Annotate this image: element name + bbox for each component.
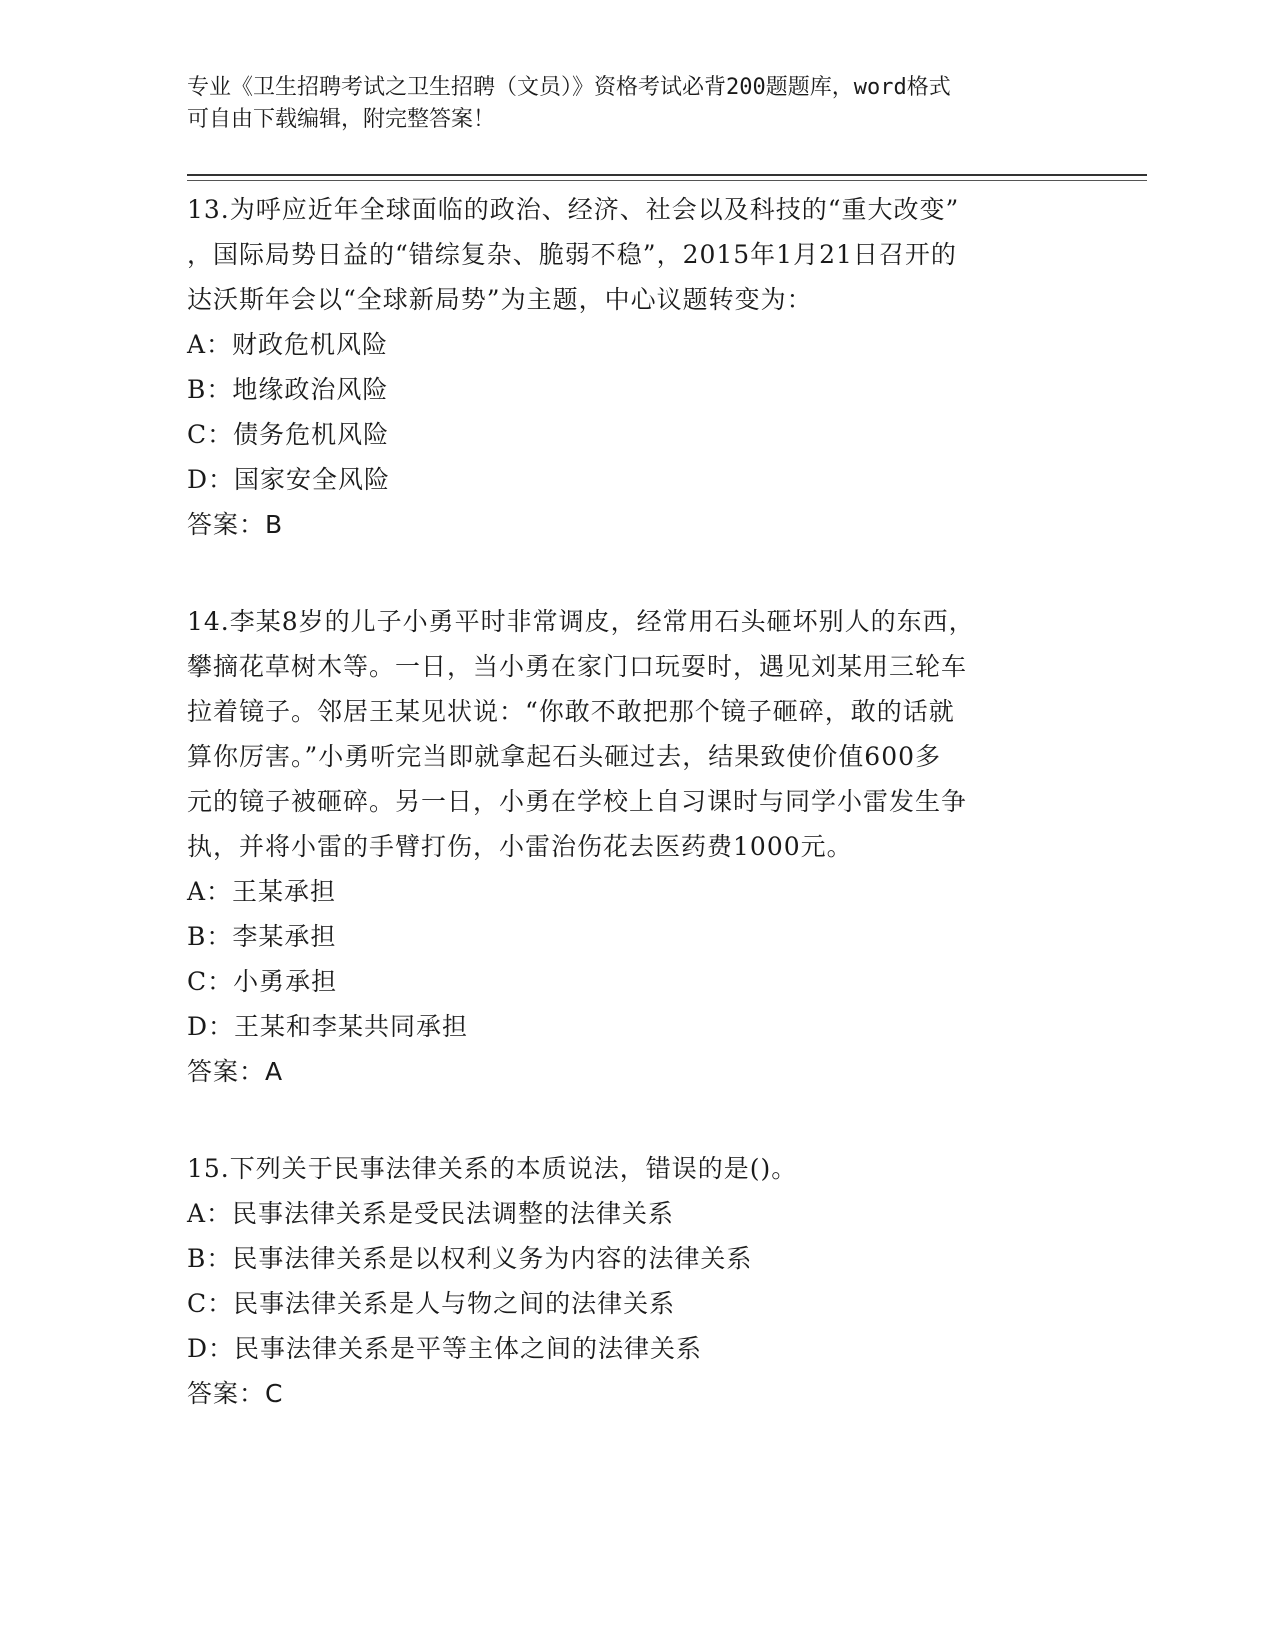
answer-label: 答案：C [187,1379,284,1408]
question-text-line: 攀摘花草树木等。一日，当小勇在家门口玩耍时，遇见刘某用三轮车 [187,652,968,681]
option-d: D：国家安全风险 [187,465,391,494]
option-d: D：民事法律关系是平等主体之间的法律关系 [187,1334,703,1363]
question-text-line: 达沃斯年会以“全球新局势”为主题，中心议题转变为： [187,285,813,314]
option-a: A：民事法律关系是受民法调整的法律关系 [187,1199,675,1228]
question-text-line: 算你厉害。”小勇听完当即就拿起石头砸过去，结果致使价值600多 [187,742,942,771]
document-header [187,72,1087,136]
question-text-line: 15.下列关于民事法律关系的本质说法，错误的是()。 [187,1154,798,1183]
header-divider [187,174,1147,176]
question-13 [187,187,1087,547]
header-line: 专业《卫生招聘考试之卫生招聘（文员）》资格考试必背200题题库，word格式 [187,75,951,100]
question-text-line: 13.为呼应近年全球面临的政治、经济、社会以及科技的“重大改变” [187,195,960,224]
question-text-line: 拉着镜子。邻居王某见状说：“你敢不敢把那个镜子砸碎，敢的话就 [187,697,955,726]
option-a: A：王某承担 [187,877,337,906]
option-c: C：小勇承担 [187,967,338,996]
option-b: B：民事法律关系是以权利义务为内容的法律关系 [187,1244,753,1273]
option-d: D：王某和李某共同承担 [187,1012,469,1041]
question-text-line: 14.李某8岁的儿子小勇平时非常调皮，经常用石头砸坏别人的东西， [187,607,975,636]
header-divider-thin [187,180,1147,181]
header-line: 可自由下载编辑，附完整答案！ [187,107,496,132]
answer-label: 答案：B [187,510,284,539]
question-text-line: 元的镜子被砸碎。另一日，小勇在学校上自习课时与同学小雷发生争 [187,787,968,816]
option-a: A：财政危机风险 [187,330,389,359]
question-14 [187,599,1087,1094]
option-c: C：债务危机风险 [187,420,390,449]
question-text-line: ，国际局势日益的“错综复杂、脆弱不稳”，2015年1月21日召开的 [187,240,957,269]
answer-label: 答案：A [187,1057,284,1086]
option-b: B：李某承担 [187,922,337,951]
question-text-line: 执，并将小雷的手臂打伤，小雷治伤花去医药费1000元。 [187,832,853,861]
option-b: B：地缘政治风险 [187,375,389,404]
option-c: C：民事法律关系是人与物之间的法律关系 [187,1289,676,1318]
question-15 [187,1146,1087,1416]
